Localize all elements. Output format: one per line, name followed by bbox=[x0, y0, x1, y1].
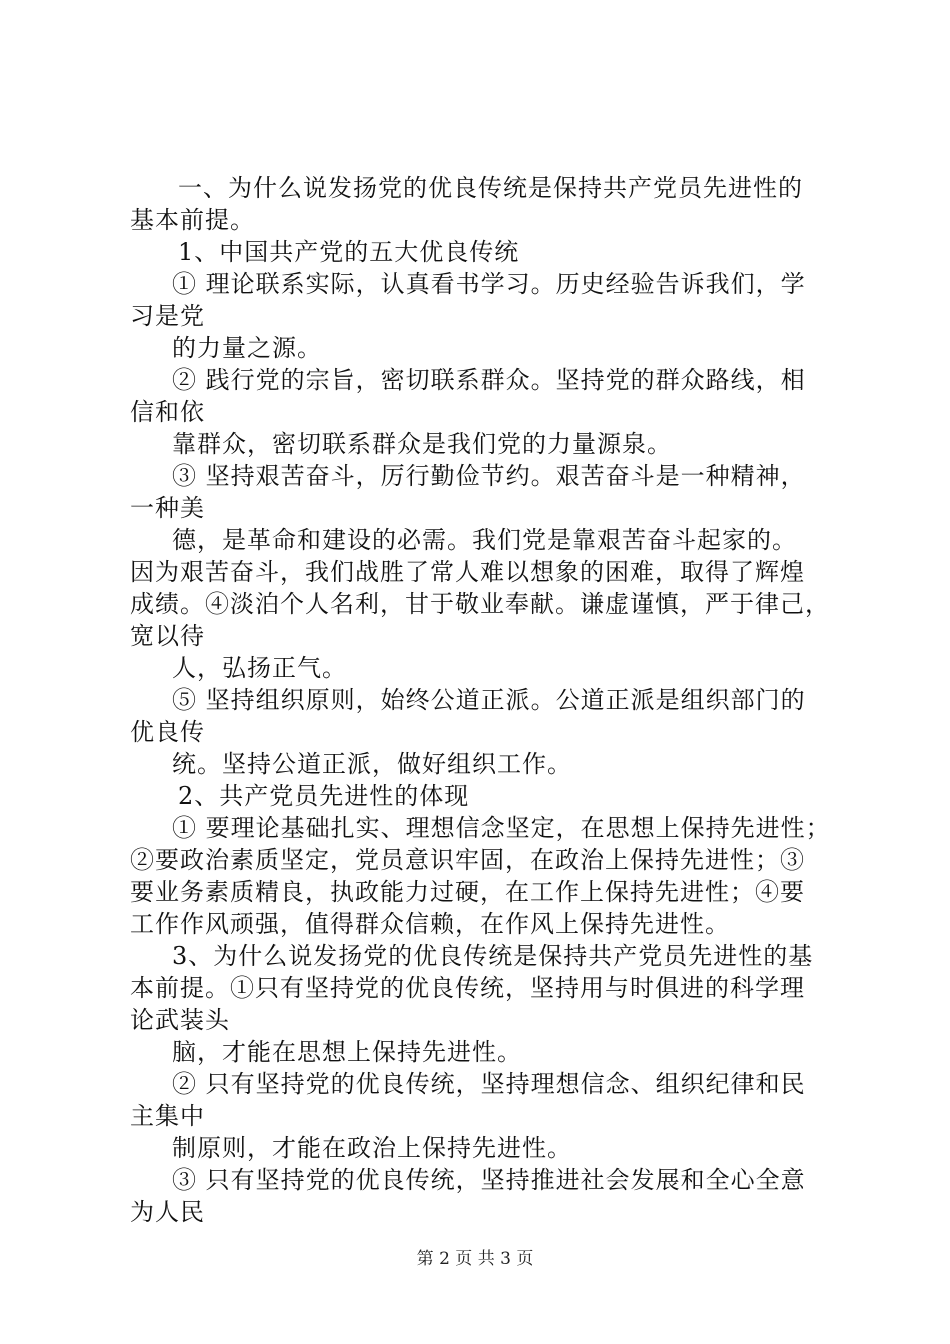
text-line: 靠群众，密切联系群众是我们党的力量源泉。 bbox=[172, 430, 672, 458]
section-heading: 一、为什么说发扬党的优良传统是保持共产党员先进性的 bbox=[178, 174, 803, 202]
text-line: ③ 坚持艰苦奋斗，厉行勤俭节约。艰苦奋斗是一种精神， bbox=[172, 462, 806, 490]
text-line: ① 要理论基础扎实、理想信念坚定，在思想上保持先进性； bbox=[172, 814, 831, 842]
text-line: ②要政治素质坚定，党员意识牢固，在政治上保持先进性；③ bbox=[130, 846, 805, 874]
text-line: 人，弘扬正气。 bbox=[172, 654, 347, 682]
text-line: 为人民 bbox=[130, 1198, 205, 1226]
text-line: ② 只有坚持党的优良传统，坚持理想信念、组织纪律和民 bbox=[172, 1070, 806, 1098]
text-line: 本前提。①只有坚持党的优良传统，坚持用与时俱进的科学理 bbox=[130, 974, 805, 1002]
text-line: 的力量之源。 bbox=[172, 334, 322, 362]
subsection-heading: 2、共产党员先进性的体现 bbox=[178, 782, 470, 810]
text-line: 习是党 bbox=[130, 302, 205, 330]
page-number-footer: 第 2 页 共 3 页 bbox=[416, 1249, 534, 1269]
text-line: ③ 只有坚持党的优良传统，坚持推进社会发展和全心全意 bbox=[172, 1166, 806, 1194]
text-line: ⑤ 坚持组织原则，始终公道正派。公道正派是组织部门的 bbox=[172, 686, 806, 714]
text-line: 德，是革命和建设的必需。我们党是靠艰苦奋斗起家的。 bbox=[172, 526, 797, 554]
document-body bbox=[130, 172, 840, 1228]
text-line: 优良传 bbox=[130, 718, 205, 746]
text-line: 统。坚持公道正派，做好组织工作。 bbox=[172, 750, 572, 778]
text-line: 要业务素质精良，执政能力过硬，在工作上保持先进性；④要 bbox=[130, 878, 805, 906]
text-line: 基本前提。 bbox=[130, 206, 255, 234]
text-line: ② 践行党的宗旨，密切联系群众。坚持党的群众路线，相 bbox=[172, 366, 806, 394]
text-line: 成绩。④淡泊个人名利，甘于敬业奉献。谦虚谨慎，严于律己， bbox=[130, 590, 830, 618]
text-line: ① 理论联系实际，认真看书学习。历史经验告诉我们，学 bbox=[172, 270, 806, 298]
subsection-heading: 3、为什么说发扬党的优良传统是保持共产党员先进性的基 bbox=[172, 942, 814, 970]
text-line: 论武装头 bbox=[130, 1006, 230, 1034]
text-line: 因为艰苦奋斗，我们战胜了常人难以想象的困难，取得了辉煌 bbox=[130, 558, 805, 586]
text-line: 宽以待 bbox=[130, 622, 205, 650]
text-line: 脑，才能在思想上保持先进性。 bbox=[172, 1038, 522, 1066]
subsection-heading: 1、中国共产党的五大优良传统 bbox=[178, 238, 520, 266]
text-line: 一种美 bbox=[130, 494, 205, 522]
text-line: 制原则，才能在政治上保持先进性。 bbox=[172, 1134, 572, 1162]
text-line: 工作作风顽强，值得群众信赖，在作风上保持先进性。 bbox=[130, 910, 730, 938]
text-line: 主集中 bbox=[130, 1102, 205, 1130]
text-line: 信和依 bbox=[130, 398, 205, 426]
